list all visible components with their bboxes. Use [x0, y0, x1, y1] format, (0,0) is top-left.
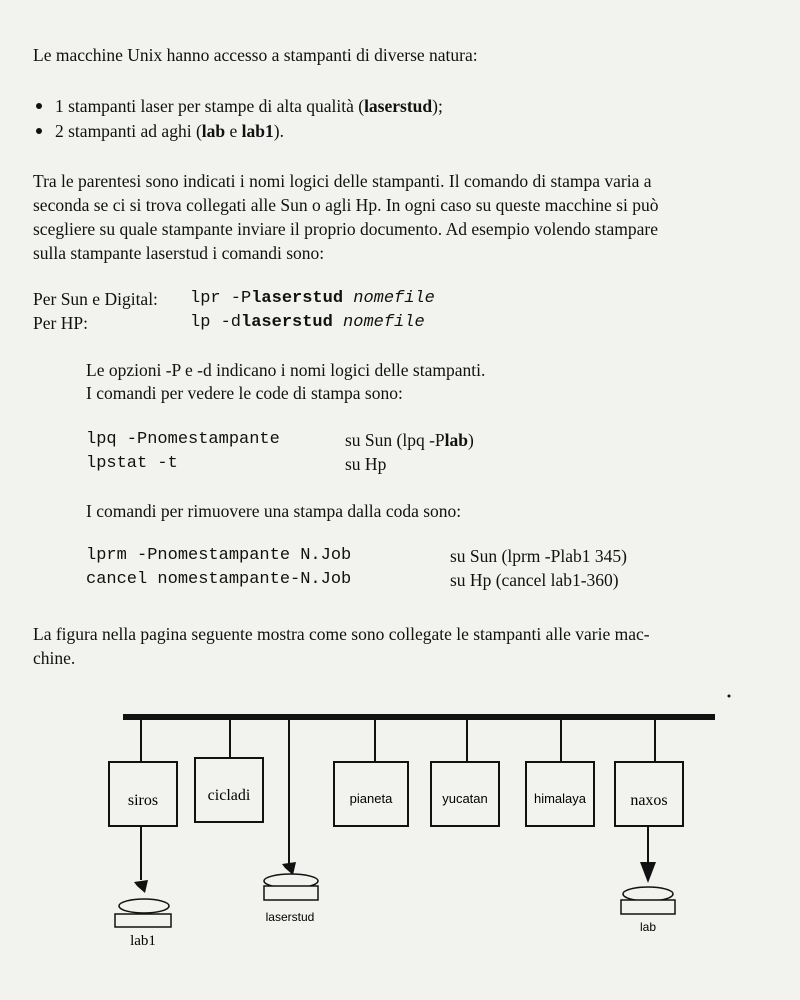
para-line-2: seconda se ci si trova collegati alle Sun o agli Hp. In ogni caso su queste macchine si può — [33, 195, 659, 215]
options-line-1: Le opzioni -P e -d indicano i nomi logici delle stampanti. — [86, 360, 486, 380]
machine-label-naxos: naxos — [630, 792, 668, 809]
remove-line: I comandi per rimuovere una stampa dalla coda sono: — [86, 501, 462, 521]
print-label-hp: Per HP: — [33, 313, 88, 333]
machine-label-pianeta: pianeta — [349, 791, 393, 806]
machine-label-himalaya: himalaya — [533, 791, 587, 806]
queue-desc-sun: su Sun (lpq -Plab) — [345, 430, 474, 450]
figure-line-1: La figura nella pagina seguente mostra come sono collegate le stampanti alle varie mac- — [33, 624, 650, 644]
arrow-lab — [640, 862, 656, 883]
printer-label-laserstud: laserstud — [265, 910, 315, 924]
arrow-lab1 — [134, 880, 148, 893]
print-cmd-sun: lpr -Plaserstud nomefile — [190, 289, 435, 308]
para-line-1: Tra le parentesi sono indicati i nomi logici delle stampanti. Il comando di stampa varia a — [33, 171, 652, 191]
printer-label-lab: lab — [639, 920, 657, 934]
options-line-2: I comandi per vedere le code di stampa sono: — [86, 383, 403, 403]
queue-desc-hp: su Hp — [345, 454, 387, 474]
machine-label-cicladi: cicladi — [207, 787, 251, 804]
remove-desc-hp: su Hp (cancel lab1-360) — [450, 570, 619, 590]
bullet-dot-matrix: 2 stampanti ad aghi (lab e lab1). — [55, 121, 284, 141]
printer-lab1-icon — [115, 899, 171, 927]
para-line-3: scegliere su quale stampante inviare il proprio documento. Ad esempio volendo stampare — [33, 219, 658, 239]
machine-label-siros: siros — [127, 792, 159, 809]
para-line-4: sulla stampante laserstud i comandi sono: — [33, 243, 325, 263]
printer-lab-icon — [621, 887, 675, 914]
print-cmd-hp: lp -dlaserstud nomefile — [190, 313, 425, 332]
remove-cmd-hp: cancel nomestampante-N.Job — [86, 570, 352, 589]
printer-label-lab1: lab1 — [130, 933, 156, 949]
machine-label-yucatan: yucatan — [442, 791, 488, 806]
arrow-laserstud — [282, 862, 296, 875]
remove-cmd-sun: lprm -Pnomestampante N.Job — [86, 546, 352, 565]
printer-laserstud-icon — [264, 874, 318, 900]
figure-line-2: chine. — [33, 648, 76, 668]
remove-desc-sun: su Sun (lprm -Plab1 345) — [450, 546, 627, 566]
queue-cmd-hp: lpstat -t — [86, 454, 178, 473]
intro-text: Le macchine Unix hanno accesso a stampanti di diverse natura: — [33, 45, 478, 65]
queue-cmd-sun: lpq -Pnomestampante — [86, 430, 280, 449]
bullet-laser: 1 stampanti laser per stampe di alta qualità (laserstud); — [55, 96, 443, 116]
print-label-sun: Per Sun e Digital: — [33, 289, 158, 309]
